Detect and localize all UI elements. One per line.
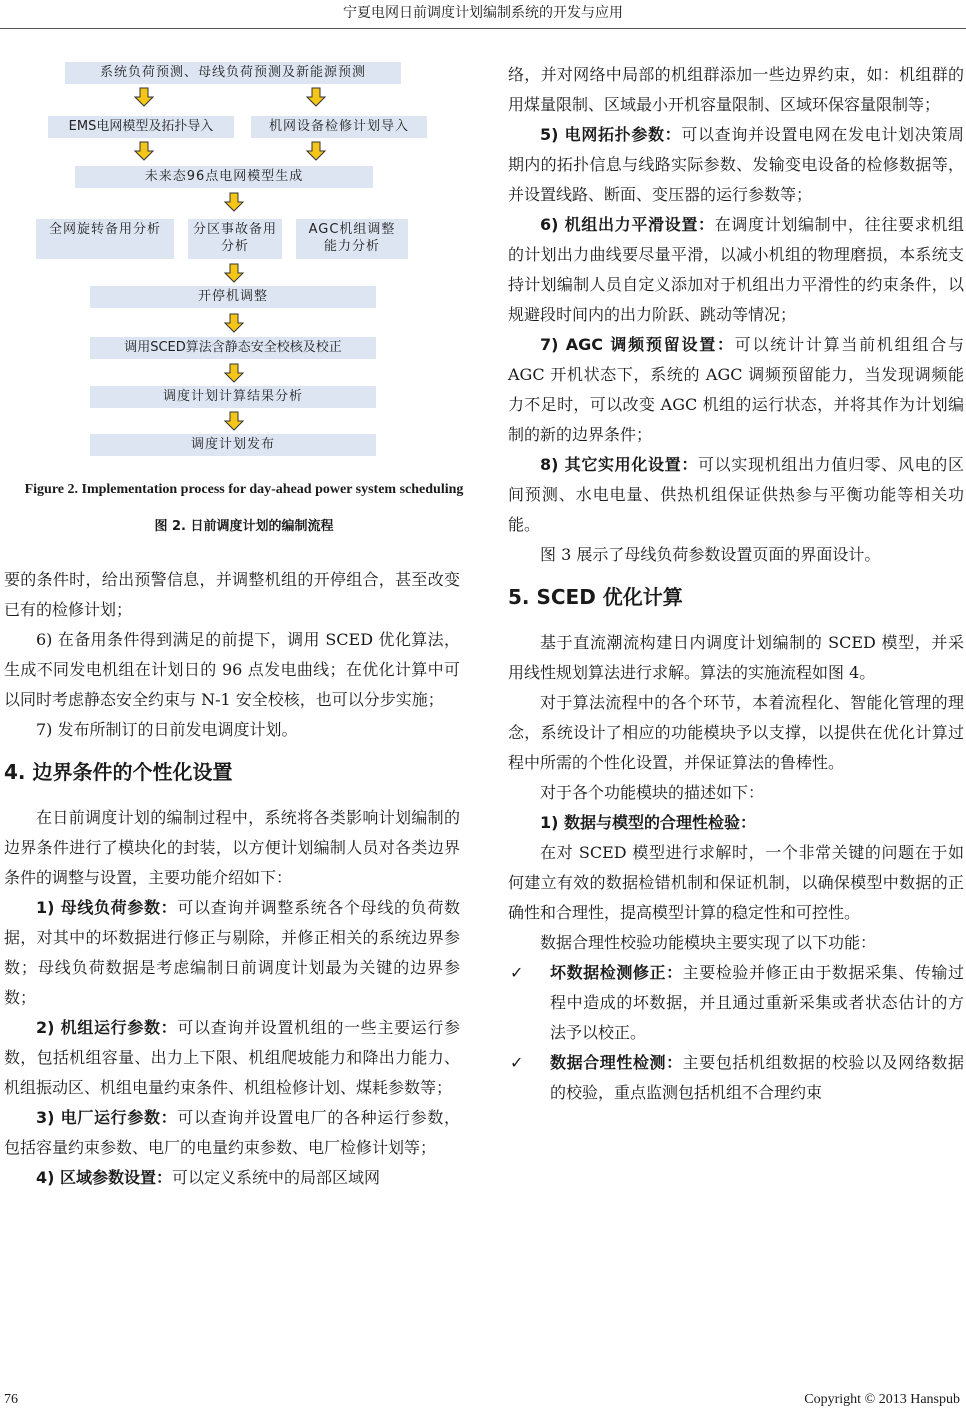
paragraph: 对于各个功能模块的描述如下： — [540, 783, 765, 802]
bullet-text: 主要包括机组数据的校验以及网络数据的校验，重点监测包括机组不合理约束 — [550, 1053, 964, 1102]
box-unit-commit: 开停机调整 — [90, 286, 376, 308]
paragraph: 在对 SCED 模型进行求解时，一个非常关键的问题在于如何建立有效的数据检错机制和保证机制，以确保模型中数据的正确性和合理性，提高模型计算的稳定性和可控性。 — [508, 843, 964, 922]
bullet-item — [508, 958, 964, 1048]
left-column — [4, 565, 460, 1193]
box-model-gen: 未来态96点电网模型生成 — [75, 166, 373, 188]
bullet-label: 数据合理性检测： — [550, 1053, 683, 1072]
bullet-item — [508, 1048, 964, 1108]
box-result: 调度计划计算结果分析 — [90, 386, 376, 408]
item-label: 8) 其它实用化设置： — [540, 455, 698, 474]
item-label: 4) 区域参数设置： — [36, 1168, 173, 1187]
list-item — [508, 120, 964, 210]
arrow-down-icon — [134, 141, 154, 161]
list-item — [508, 210, 964, 330]
arrow-down-icon — [224, 263, 244, 283]
arrow-down-icon — [224, 411, 244, 431]
item-text: 在调度计划编制中，往往要求机组的计划出力曲线要尽量平滑，以减小机组的物理磨损，本系统支持计划编制人员自定义添加对于机组出力平滑性的约束条件，以规避段时间内的出力阶跃、跳动等情况； — [508, 215, 964, 324]
box-forecast: 系统负荷预测、母线负荷预测及新能源预测 — [65, 62, 401, 84]
arrow-down-icon — [224, 313, 244, 333]
paragraph: 7) 发布所制订的日前发电调度计划。 — [36, 720, 298, 739]
paragraph: 对于算法流程中的各个环节，本着流程化、智能化管理的理念，系统设计了相应的功能模块予以支撑，以提供在优化计算过程中所需的个性化设置，并保证算法的鲁棒性。 — [508, 693, 964, 772]
paragraph: 6) 在备用条件得到满足的前提下，调用 SCED 优化算法，生成不同发电机组在计划日的 96 点发电曲线；在优化计算中可以同时考虑静态安全约束与 N-1 安全校核，也可以分步实施； — [4, 630, 460, 709]
bullet-label: 坏数据检测修正： — [550, 963, 683, 982]
box-zone-reserve: 分区事故备用分析 — [188, 219, 282, 259]
item-text: 可以查询并调整系统各个母线的负荷数据，对其中的坏数据进行修正与剔除，并修正相关的系统边界参数；母线负荷数据是考虑编制日前调度计划最为关键的边界参数； — [4, 898, 460, 1007]
section-heading-4: 4. 边界条件的个性化设置 — [4, 760, 233, 784]
list-item — [4, 1163, 460, 1193]
item-text: 可以查询并设置电厂的各种运行参数，包括容量约束参数、电厂的电量约束参数、电厂检修计划等； — [4, 1108, 460, 1157]
item-label: 1) 母线负荷参数： — [36, 898, 178, 917]
subheading: 1) 数据与模型的合理性检验： — [540, 813, 757, 832]
figure-caption-zh: 图 2. 日前调度计划的编制流程 — [154, 519, 334, 534]
figure-caption-en: Figure 2. Implementation process for day-ahead power system scheduling — [24, 482, 464, 497]
bullet-text: 主要检验并修正由于数据采集、传输过程中造成的坏数据，并且通过重新采集或者状态估计的方法予以校正。 — [550, 963, 964, 1042]
check-icon: ✓ — [510, 1053, 524, 1072]
paragraph: 基于直流潮流构建日内调度计划编制的 SCED 模型，并采用线性规划算法进行求解。算法的实施流程如图 4。 — [508, 633, 964, 682]
paragraph: 要的条件时，给出预警信息，并调整机组的开停组合，甚至改变已有的检修计划； — [4, 570, 460, 619]
item-label: 7) AGC 调频预留设置： — [540, 335, 735, 354]
list-item — [4, 1103, 460, 1163]
box-spin-reserve: 全网旋转备用分析 — [36, 219, 174, 259]
box-agc: AGC机组调整能力分析 — [296, 219, 408, 259]
section-heading-5: 5. SCED 优化计算 — [508, 585, 683, 609]
paragraph: 在日前调度计划的编制过程中，系统将各类影响计划编制的边界条件进行了模块化的封装，以方便计划编制人员对各类边界条件的调整与设置，主要功能介绍如下： — [4, 808, 460, 887]
item-text: 可以实现机组出力值归零、风电的区间预测、水电电量、供热机组保证供热参与平衡功能等相关功能。 — [508, 455, 964, 534]
list-item — [508, 450, 964, 540]
arrow-down-icon — [134, 87, 154, 107]
header-rule — [0, 28, 966, 29]
list-item — [508, 330, 964, 450]
box-ems-import: EMS电网模型及拓扑导入 — [48, 116, 234, 138]
paragraph: 络，并对网络中局部的机组群添加一些边界约束，如：机组群的用煤量限制、区域最小开机容量限制、区域环保容量限制等； — [508, 65, 964, 114]
copyright: Copyright © 2013 Hanspub — [804, 1392, 960, 1407]
box-publish: 调度计划发布 — [90, 434, 376, 456]
page-number: 76 — [4, 1392, 18, 1407]
arrow-down-icon — [306, 87, 326, 107]
right-column — [508, 60, 964, 1108]
list-item — [4, 893, 460, 1013]
paragraph: 数据合理性校验功能模块主要实现了以下功能： — [540, 933, 877, 952]
box-maintenance-import: 机网设备检修计划导入 — [251, 116, 427, 138]
item-text: 可以查询并设置机组的一些主要运行参数，包括机组容量、出力上下限、机组爬坡能力和降出力能力、机组振动区、机组电量约束条件、机组检修计划、煤耗参数等； — [4, 1018, 460, 1097]
list-item — [4, 1013, 460, 1103]
item-text: 可以查询并设置电网在发电计划决策周期内的拓扑信息与线路实际参数、发输变电设备的检修数据等，并设置线路、断面、变压器的运行参数等； — [508, 125, 964, 204]
item-text: 可以定义系统中的局部区域网 — [172, 1168, 381, 1187]
arrow-down-icon — [306, 141, 326, 161]
running-header: 宁夏电网日前调度计划编制系统的开发与应用 — [343, 5, 623, 21]
item-text: 可以统计计算当前机组组合与 AGC 开机状态下，系统的 AGC 调频预留能力，当发现调频能力不足时，可以改变 AGC 机组的运行状态，并将其作为计划编制的新的边界条件； — [508, 335, 964, 444]
check-icon: ✓ — [510, 963, 524, 982]
arrow-down-icon — [224, 363, 244, 383]
item-label: 3) 电厂运行参数： — [36, 1108, 178, 1127]
item-label: 2) 机组运行参数： — [36, 1018, 178, 1037]
paragraph: 图 3 展示了母线负荷参数设置页面的界面设计。 — [540, 545, 881, 564]
item-label: 5) 电网拓扑参数： — [540, 125, 682, 144]
item-label: 6) 机组出力平滑设置： — [540, 215, 715, 234]
arrow-down-icon — [224, 192, 244, 212]
box-sced: 调用SCED算法含静态安全校核及校正 — [90, 337, 376, 359]
